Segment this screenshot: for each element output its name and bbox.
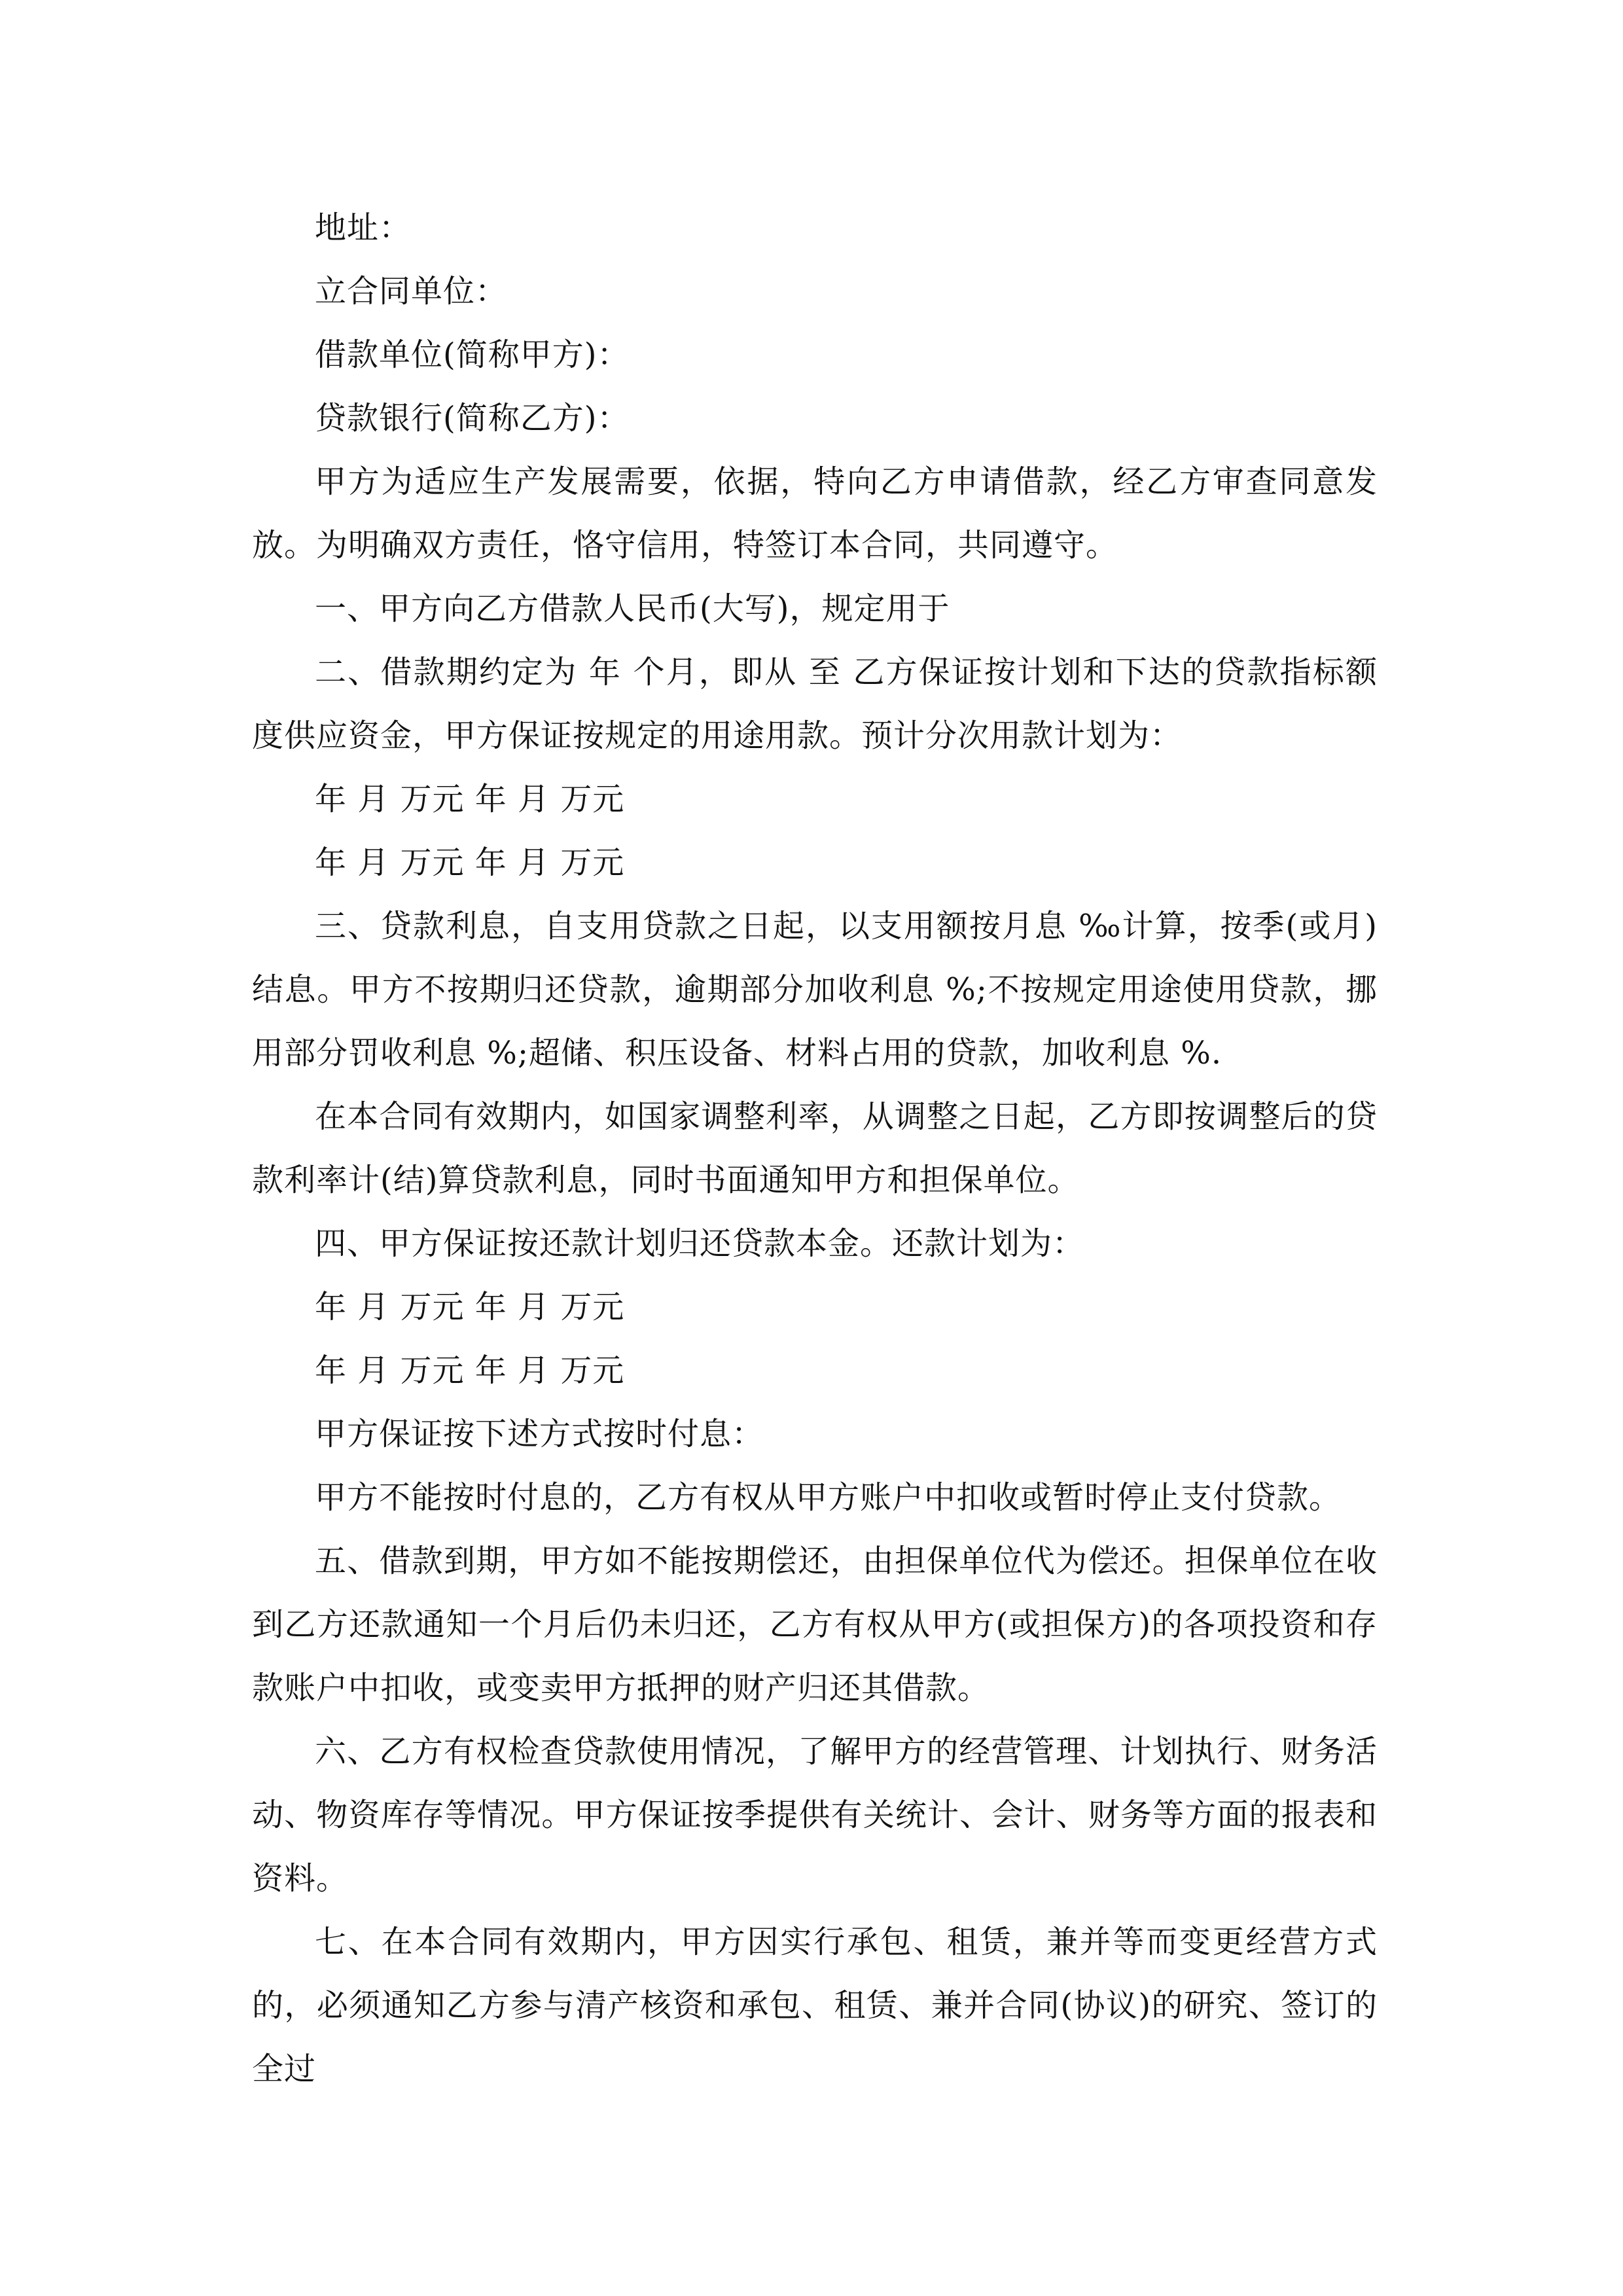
paragraph-clause-2: 二、借款期约定为 年 个月，即从 至 乙方保证按计划和下达的贷款指标额度供应资金，甲方保证按规定的用途用款。预计分次用款计划为： bbox=[252, 654, 1378, 754]
paragraph-drawdown-plan-1: 年 月 万元 年 月 万元 bbox=[315, 781, 625, 817]
paragraph-drawdown-plan-2: 年 月 万元 年 月 万元 bbox=[315, 844, 625, 881]
paragraph-rate-adjustment: 在本合同有效期内，如国家调整利率，从调整之日起，乙方即按调整后的贷款利率计(结)算贷款利息，同时书面通知甲方和担保单位。 bbox=[252, 1098, 1378, 1198]
paragraph-borrower: 借款单位(简称甲方)： bbox=[315, 336, 630, 373]
paragraph-clause-6: 六、乙方有权检查贷款使用情况，了解甲方的经营管理、计划执行、财务活动、物资库存等情况。甲方保证按季提供有关统计、会计、财务等方面的报表和资料。 bbox=[252, 1733, 1378, 1897]
paragraph-clause-1: 一、甲方向乙方借款人民币(大写)，规定用于 bbox=[315, 590, 950, 627]
paragraph-clause-7: 七、在本合同有效期内，甲方因实行承包、租赁，兼并等而变更经营方式的，必须通知乙方参与清产核资和承包、租赁、兼并合同(协议)的研究、签订的全过 bbox=[252, 1924, 1378, 2087]
paragraph-clause-3: 三、贷款利息，自支用贷款之日起，以支用额按月息 ‰计算，按季(或月)结息。甲方不按期归还贷款，逾期部分加收利息 %;不按规定用途使用贷款，挪用部分罚收利息 %;超储、积压设备、材料占用的贷款，加收利息 %. bbox=[252, 908, 1378, 1071]
paragraph-preamble: 甲方为适应生产发展需要，依据，特向乙方申请借款，经乙方审查同意发放。为明确双方责任，恪守信用，特签订本合同，共同遵守。 bbox=[252, 463, 1378, 564]
paragraph-address: 地址： bbox=[315, 209, 412, 246]
contract-body bbox=[252, 196, 1378, 2101]
paragraph-interest-default: 甲方不能按时付息的，乙方有权从甲方账户中扣收或暂时停止支付贷款。 bbox=[315, 1479, 1342, 1516]
paragraph-lender: 贷款银行(简称乙方)： bbox=[315, 400, 630, 437]
paragraph-repayment-plan-2: 年 月 万元 年 月 万元 bbox=[315, 1352, 625, 1389]
paragraph-interest-payment: 甲方保证按下述方式按时付息： bbox=[315, 1416, 764, 1452]
paragraph-contracting-parties: 立合同单位： bbox=[315, 273, 508, 310]
paragraph-clause-4: 四、甲方保证按还款计划归还贷款本金。还款计划为： bbox=[315, 1225, 1085, 1262]
paragraph-repayment-plan-1: 年 月 万元 年 月 万元 bbox=[315, 1289, 625, 1325]
paragraph-clause-5: 五、借款到期，甲方如不能按期偿还，由担保单位代为偿还。担保单位在收到乙方还款通知一个月后仍未归还，乙方有权从甲方(或担保方)的各项投资和存款账户中扣收，或变卖甲方抵押的财产归还其借款。 bbox=[252, 1543, 1378, 1706]
